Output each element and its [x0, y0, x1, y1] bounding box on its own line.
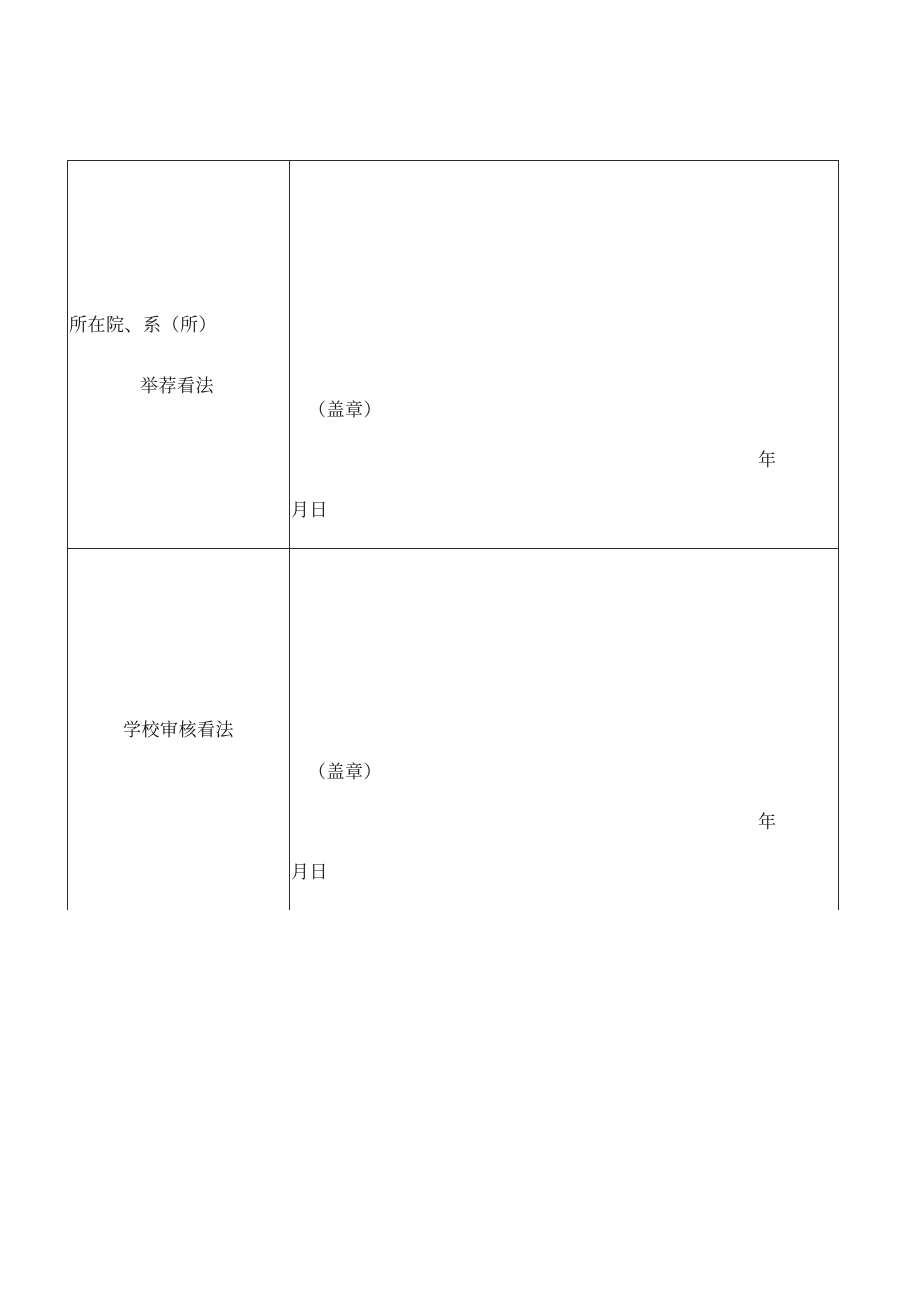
school-seal-label: （盖章） — [308, 762, 382, 783]
school-review-label: 学校审核看法 — [123, 720, 234, 741]
table-left-border — [67, 160, 68, 910]
table-column-divider — [289, 160, 290, 910]
table-row-divider — [67, 548, 839, 549]
school-month-day-label: 月日 — [291, 862, 328, 883]
department-recommendation-label-line1: 所在院、系（所） — [69, 315, 217, 336]
department-recommendation-label-line2: 举荐看法 — [140, 376, 214, 397]
school-year-label: 年 — [758, 812, 777, 833]
department-seal-label: （盖章） — [308, 400, 382, 421]
table-right-border — [838, 160, 839, 910]
department-month-day-label: 月日 — [291, 500, 328, 521]
table-top-border — [67, 160, 839, 161]
department-year-label: 年 — [758, 450, 777, 471]
